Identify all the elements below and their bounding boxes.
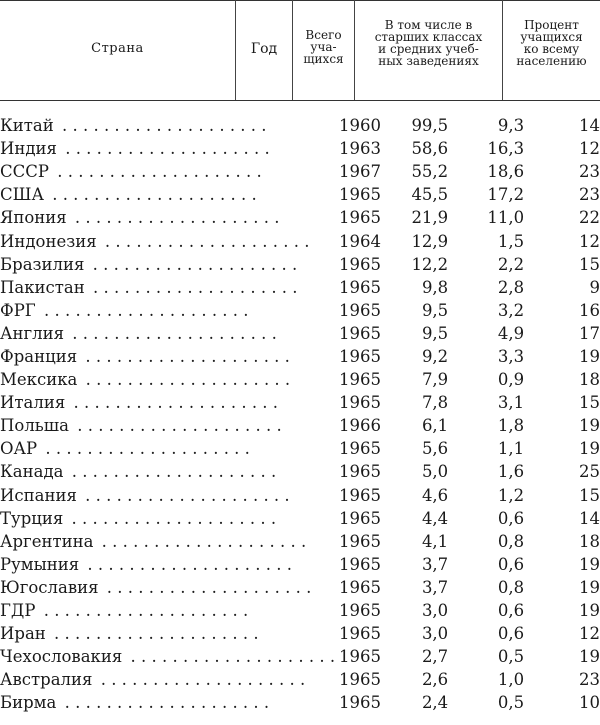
cell-percent: 19 [579, 439, 600, 459]
cell-secondary: 11,0 [487, 208, 525, 228]
cell-country [0, 114, 335, 137]
cell-secondary: 0,6 [497, 508, 525, 528]
cell-country [0, 276, 335, 299]
table-row [0, 160, 600, 183]
cell-secondary: 4,9 [497, 323, 525, 343]
cell-total: 6,1 [421, 416, 449, 436]
table-row [0, 229, 600, 252]
cell-year: 1965 [339, 693, 382, 713]
country-name: Польша [0, 416, 72, 435]
cell-country [0, 414, 335, 437]
cell-percent: 15 [579, 393, 600, 413]
cell-secondary: 0,5 [497, 693, 525, 713]
cell-year: 1965 [339, 601, 382, 621]
cell-year: 1967 [339, 162, 382, 182]
header-year: Год [250, 41, 278, 57]
header-line: Всего [305, 28, 342, 42]
cell-secondary: 3,1 [497, 393, 525, 413]
leader-dots: . . . . . . . . . . . . . . . . . . . . [69, 208, 280, 228]
cell-total: 21,9 [411, 208, 449, 228]
table-row [0, 114, 600, 137]
cell-year: 1966 [339, 416, 382, 436]
cell-total: 9,5 [421, 300, 449, 320]
data-table [0, 114, 600, 714]
top-rule [0, 0, 600, 1]
cell-country [0, 206, 335, 229]
table-row [0, 460, 600, 483]
cell-secondary: 1,1 [497, 439, 525, 459]
cell-country [0, 183, 335, 206]
cell-total: 4,4 [421, 508, 449, 528]
cell-country [0, 137, 335, 160]
header-line: щихся [303, 52, 344, 66]
cell-total: 2,6 [421, 670, 449, 690]
cell-year: 1965 [339, 670, 382, 690]
header-line: В том числе в [384, 18, 473, 32]
table-row [0, 391, 600, 414]
cell-percent: 12 [579, 231, 600, 251]
cell-country [0, 530, 335, 553]
country-name: ОАР [0, 439, 40, 458]
country-name: Италия [0, 393, 68, 412]
country-name: Мексика [0, 370, 80, 389]
cell-year: 1965 [339, 508, 382, 528]
table-row [0, 622, 600, 645]
cell-percent: 19 [579, 346, 600, 366]
cell-percent: 19 [579, 601, 600, 621]
cell-total: 9,5 [421, 323, 449, 343]
leader-dots: . . . . . . . . . . . . . . . . . . . . [46, 185, 257, 205]
header-line: ных заведениях [378, 54, 479, 68]
cell-total: 3,7 [421, 554, 449, 574]
cell-secondary: 2,8 [497, 277, 525, 297]
table-row [0, 276, 600, 299]
country-name: Австралия [0, 670, 95, 689]
country-name: Индия [0, 139, 60, 158]
cell-total: 3,0 [421, 601, 449, 621]
country-name: Канада [0, 462, 66, 481]
cell-country [0, 576, 335, 599]
cell-country [0, 299, 335, 322]
table-row [0, 507, 600, 530]
table-row [0, 599, 600, 622]
cell-country [0, 368, 335, 391]
table-row [0, 530, 600, 553]
cell-secondary: 1,2 [497, 485, 525, 505]
country-name: ФРГ [0, 301, 39, 320]
header-line: и средних учеб- [378, 42, 479, 56]
header-percent [503, 19, 600, 67]
country-name: Иран [0, 624, 49, 643]
cell-secondary: 0,5 [497, 647, 525, 667]
cell-total: 7,8 [421, 393, 449, 413]
table-row [0, 206, 600, 229]
country-name: Румыния [0, 555, 82, 574]
leader-dots: . . . . . . . . . . . . . . . . . . . . [38, 601, 249, 621]
cell-year: 1965 [339, 370, 382, 390]
cell-secondary: 17,2 [487, 185, 525, 205]
leader-dots: . . . . . . . . . . . . . . . . . . . . [82, 554, 292, 574]
table-row [0, 668, 600, 691]
header-line: старших классах [374, 30, 483, 44]
cell-total: 58,6 [411, 139, 449, 159]
table-row [0, 253, 600, 276]
cell-total: 12,9 [411, 231, 449, 251]
table-row [0, 368, 600, 391]
cell-percent: 18 [579, 531, 600, 551]
cell-country [0, 460, 335, 483]
cell-percent: 23 [579, 670, 600, 690]
leader-dots: . . . . . . . . . . . . . . . . . . . . [51, 162, 262, 182]
header-line: Процент [524, 18, 579, 32]
cell-percent: 19 [579, 577, 600, 597]
cell-country [0, 322, 335, 345]
cell-percent: 19 [579, 416, 600, 436]
country-name: Англия [0, 324, 67, 343]
cell-percent: 23 [579, 162, 600, 182]
cell-secondary: 0,8 [497, 531, 525, 551]
cell-year: 1965 [339, 254, 382, 274]
cell-country [0, 160, 335, 183]
country-name: Индонезия [0, 232, 100, 251]
table-row [0, 137, 600, 160]
country-name: Япония [0, 208, 70, 227]
table-row [0, 299, 600, 322]
cell-total: 12,2 [411, 254, 449, 274]
cell-country [0, 553, 335, 576]
cell-secondary: 0,6 [497, 601, 525, 621]
cell-total: 4,6 [421, 485, 449, 505]
cell-secondary: 18,6 [487, 162, 525, 182]
cell-secondary: 0,8 [497, 577, 525, 597]
cell-secondary: 1,6 [497, 462, 525, 482]
cell-secondary: 1,5 [497, 231, 525, 251]
cell-total: 3,0 [421, 624, 449, 644]
table-row [0, 576, 600, 599]
cell-secondary: 2,2 [497, 254, 525, 274]
cell-country [0, 507, 335, 530]
cell-total: 9,8 [421, 277, 449, 297]
header-line: ко всему [523, 42, 580, 56]
leader-dots: . . . . . . . . . . . . . . . . . . . . [71, 416, 282, 436]
cell-percent: 19 [579, 554, 600, 574]
country-name: Франция [0, 347, 80, 366]
cell-percent: 23 [579, 185, 600, 205]
cell-year: 1964 [339, 231, 382, 251]
cell-percent: 22 [579, 208, 600, 228]
cell-year: 1960 [339, 116, 382, 136]
cell-total: 5,6 [421, 439, 449, 459]
country-name: Бразилия [0, 255, 87, 274]
cell-percent: 18 [579, 370, 600, 390]
cell-total: 45,5 [411, 185, 449, 205]
leader-dots: . . . . . . . . . . . . . . . . . . . . [95, 670, 306, 690]
cell-total: 3,7 [421, 577, 449, 597]
cell-total: 9,2 [421, 346, 449, 366]
table-row [0, 345, 600, 368]
table-body [0, 114, 600, 714]
cell-secondary: 3,3 [497, 346, 525, 366]
leader-dots: . . . . . . . . . . . . . . . . . . . . [40, 439, 250, 459]
country-name: Чехословакия [0, 647, 125, 666]
cell-percent: 12 [579, 624, 600, 644]
country-name: СССР [0, 162, 52, 181]
table-row [0, 484, 600, 507]
cell-year: 1965 [339, 393, 382, 413]
table-row [0, 437, 600, 460]
cell-percent: 16 [579, 300, 600, 320]
country-name: Бирма [0, 693, 59, 712]
header-secondary [355, 19, 502, 67]
country-name: Пакистан [0, 278, 88, 297]
cell-percent: 15 [579, 254, 600, 274]
leader-dots: . . . . . . . . . . . . . . . . . . . . [101, 577, 312, 597]
cell-year: 1965 [339, 439, 382, 459]
leader-dots: . . . . . . . . . . . . . . . . . . . . [80, 370, 291, 390]
cell-total: 7,9 [421, 370, 449, 390]
country-name: ГДР [0, 601, 38, 620]
cell-year: 1965 [339, 624, 382, 644]
cell-total: 2,4 [421, 693, 449, 713]
leader-dots: . . . . . . . . . . . . . . . . . . . . [48, 624, 259, 644]
leader-dots: . . . . . . . . . . . . . . . . . . . . [125, 647, 336, 667]
cell-year: 1965 [339, 185, 382, 205]
cell-year: 1965 [339, 531, 382, 551]
cell-country [0, 691, 335, 714]
country-name: Турция [0, 509, 66, 528]
cell-secondary: 9,3 [497, 116, 525, 136]
table-row [0, 645, 600, 668]
country-name: Китай [0, 116, 57, 135]
country-name: Испания [0, 486, 80, 505]
cell-percent: 9 [589, 277, 600, 297]
cell-percent: 10 [579, 693, 600, 713]
table-row [0, 322, 600, 345]
cell-year: 1965 [339, 577, 382, 597]
leader-dots: . . . . . . . . . . . . . . . . . . . . [87, 277, 298, 297]
leader-dots: . . . . . . . . . . . . . . . . . . . . [59, 139, 270, 159]
cell-year: 1965 [339, 554, 382, 574]
cell-year: 1965 [339, 277, 382, 297]
cell-secondary: 0,6 [497, 554, 525, 574]
leader-dots: . . . . . . . . . . . . . . . . . . . . [59, 693, 270, 713]
cell-country [0, 622, 335, 645]
leader-dots: . . . . . . . . . . . . . . . . . . . . [87, 254, 298, 274]
cell-country [0, 253, 335, 276]
cell-year: 1965 [339, 346, 382, 366]
cell-year: 1965 [339, 647, 382, 667]
cell-country [0, 668, 335, 691]
table-row [0, 414, 600, 437]
header-line: уча- [310, 40, 337, 54]
table-row [0, 553, 600, 576]
cell-total: 2,7 [421, 647, 449, 667]
leader-dots: . . . . . . . . . . . . . . . . . . . . [66, 508, 277, 528]
cell-percent: 14 [579, 508, 600, 528]
leader-dots: . . . . . . . . . . . . . . . . . . . . [79, 485, 290, 505]
cell-country [0, 599, 335, 622]
cell-country [0, 645, 335, 668]
cell-total: 4,1 [421, 531, 449, 551]
cell-year: 1965 [339, 462, 382, 482]
leader-dots: . . . . . . . . . . . . . . . . . . . . [99, 231, 310, 251]
leader-dots: . . . . . . . . . . . . . . . . . . . . [56, 116, 267, 136]
header-country: Страна [91, 41, 144, 56]
leader-dots: . . . . . . . . . . . . . . . . . . . . [66, 462, 277, 482]
leader-dots: . . . . . . . . . . . . . . . . . . . . [80, 346, 290, 366]
cell-secondary: 1,0 [497, 670, 525, 690]
cell-country [0, 391, 335, 414]
cell-country [0, 437, 335, 460]
country-name: США [0, 185, 47, 204]
cell-percent: 25 [579, 462, 600, 482]
cell-total: 55,2 [411, 162, 449, 182]
cell-year: 1963 [339, 139, 382, 159]
cell-year: 1965 [339, 485, 382, 505]
cell-percent: 12 [579, 139, 600, 159]
cell-percent: 15 [579, 485, 600, 505]
cell-year: 1965 [339, 208, 382, 228]
cell-secondary: 1,8 [497, 416, 525, 436]
table-row [0, 183, 600, 206]
header-bottom-rule [0, 100, 600, 101]
cell-secondary: 0,9 [497, 370, 525, 390]
cell-total: 99,5 [411, 116, 449, 136]
cell-percent: 17 [579, 323, 600, 343]
leader-dots: . . . . . . . . . . . . . . . . . . . . [96, 531, 307, 551]
cell-country [0, 345, 335, 368]
header-line: учащихся [520, 30, 583, 44]
cell-country [0, 484, 335, 507]
country-name: Аргентина [0, 532, 96, 551]
header-total [293, 29, 354, 65]
cell-secondary: 16,3 [487, 139, 525, 159]
table-row [0, 691, 600, 714]
cell-percent: 14 [579, 116, 600, 136]
cell-total: 5,0 [421, 462, 449, 482]
leader-dots: . . . . . . . . . . . . . . . . . . . . [38, 300, 249, 320]
cell-year: 1965 [339, 323, 382, 343]
header-line: населению [516, 54, 587, 68]
country-name: Югославия [0, 578, 102, 597]
cell-year: 1965 [339, 300, 382, 320]
cell-country [0, 229, 335, 252]
cell-percent: 19 [579, 647, 600, 667]
cell-secondary: 0,6 [497, 624, 525, 644]
leader-dots: . . . . . . . . . . . . . . . . . . . . [67, 323, 277, 343]
leader-dots: . . . . . . . . . . . . . . . . . . . . [68, 393, 279, 413]
cell-secondary: 3,2 [497, 300, 525, 320]
